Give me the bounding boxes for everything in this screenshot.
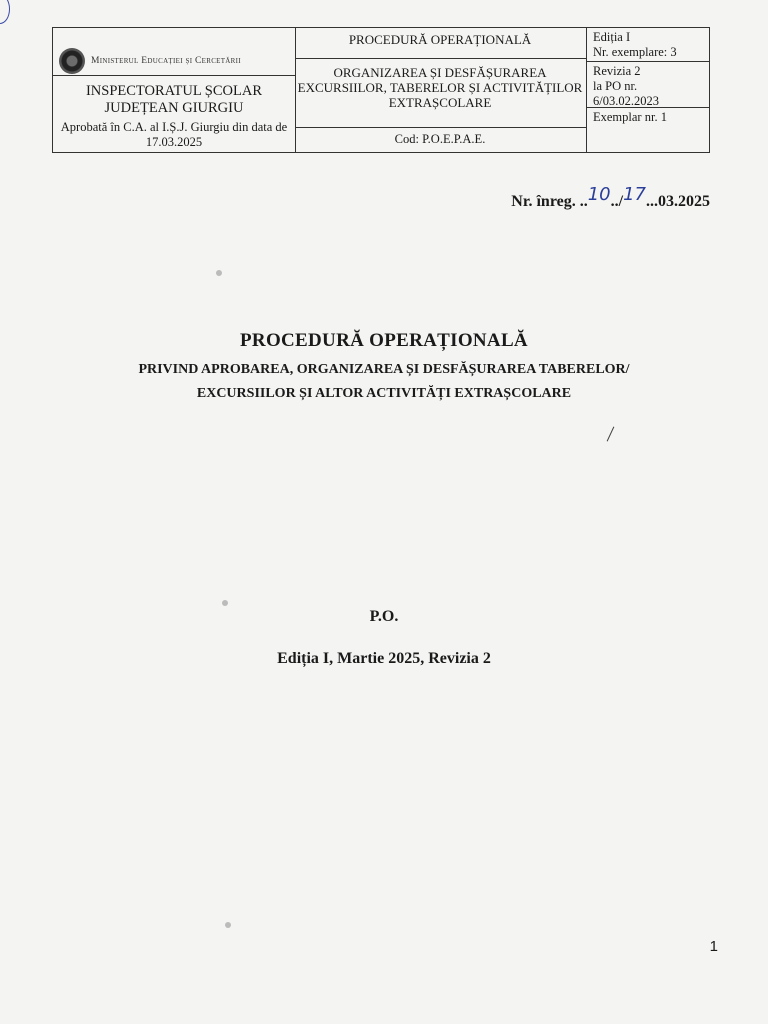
scan-speck	[222, 600, 228, 606]
document-subtitle-line1: PRIVIND APROBAREA, ORGANIZAREA ȘI DESFĂȘURAREA TABERELOR/	[138, 362, 630, 377]
approval-note: Aprobată în C.A. al I.Ș.J. Giurgiu din data de 17.03.2025	[60, 120, 288, 149]
registration-number: Nr. înreg. ..10../17...03.2025	[511, 184, 710, 210]
edition-line: Ediția I, Martie 2025, Revizia 2	[277, 650, 491, 667]
handwritten-day: 17	[623, 184, 646, 205]
header-table	[52, 27, 710, 153]
revision-ref: la PO nr.	[593, 79, 638, 93]
scan-speck	[225, 922, 231, 928]
copy-number: Exemplar nr. 1	[593, 110, 667, 124]
header-subject: ORGANIZAREA ȘI DESFĂȘURAREA EXCURSIILOR, TABERELOR ȘI ACTIVITĂȚILOR EXTRAȘCOLARE	[297, 65, 583, 110]
copies-count: Nr. exemplare: 3	[593, 45, 677, 59]
revision-label: Revizia 2	[593, 64, 641, 78]
inspectorate-name: INSPECTORATUL ȘCOLAR JUDEȚEAN GIURGIU	[85, 83, 263, 116]
revision-ref-number: 6/03.02.2023	[593, 94, 659, 108]
stamp-mark	[0, 0, 10, 24]
handwritten-number: 10	[587, 184, 611, 205]
pen-mark	[607, 427, 615, 442]
ministry-name: Ministerul Educației și Cercetării	[91, 56, 241, 66]
ministry-logo-icon	[59, 48, 85, 74]
page-number: 1	[709, 938, 718, 955]
procedure-code: Cod: P.O.E.P.A.E.	[394, 132, 486, 146]
edition-label: Ediția I	[593, 30, 631, 44]
scan-speck	[216, 270, 222, 276]
document-subtitle-line2: EXCURSIILOR ȘI ALTOR ACTIVITĂȚI EXTRAȘCOLARE	[196, 386, 572, 401]
po-label: P.O.	[369, 608, 399, 625]
header-doc-type: PROCEDURĂ OPERAȚIONALĂ	[348, 32, 532, 47]
document-title: PROCEDURĂ OPERAȚIONALĂ	[240, 330, 528, 351]
